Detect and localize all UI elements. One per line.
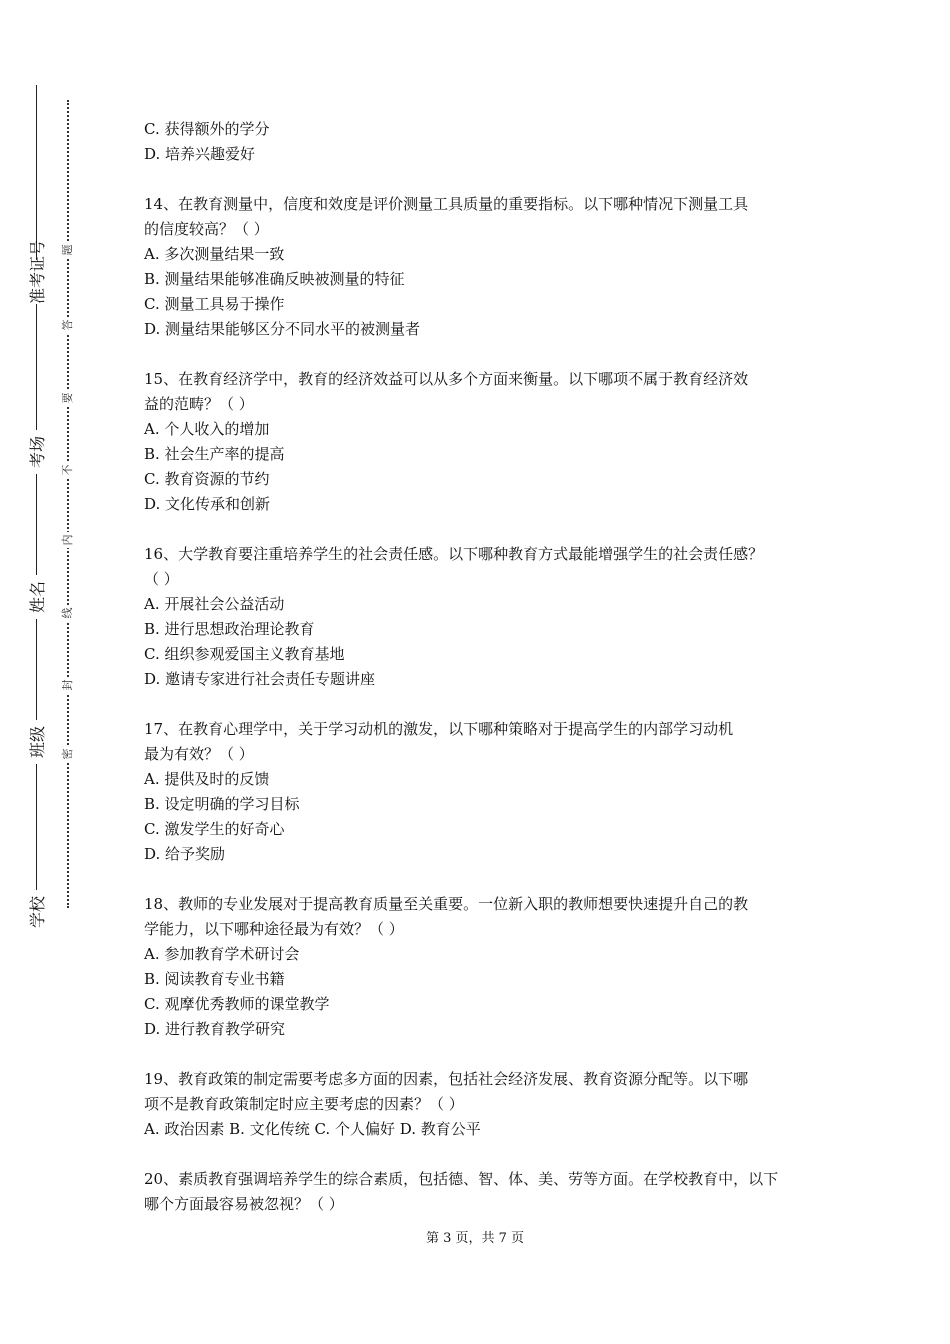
field-label-school: 学校 xyxy=(18,890,58,934)
field-label-class: 班级 xyxy=(18,720,58,764)
question-15 xyxy=(144,367,824,517)
question-stem: 19、教育政策的制定需要考虑多方面的因素，包括社会经济发展、教育资源分配等。以下哪 xyxy=(144,1070,749,1088)
question-stem: 14、在教育测量中，信度和效度是评价测量工具质量的重要指标。以下哪种情况下测量工具 xyxy=(144,195,749,213)
option-line: D. 进行教育教学研究 xyxy=(144,1020,286,1038)
option-line: A. 个人收入的增加 xyxy=(144,420,270,438)
option-line: B. 进行思想政治理论教育 xyxy=(144,620,315,638)
option-line: A. 提供及时的反馈 xyxy=(144,770,270,788)
question-stem: 学能力，以下哪种途径最为有效？（ ） xyxy=(144,920,404,938)
question-stem: 15、在教育经济学中，教育的经济效益可以从多个方面来衡量。以下哪项不属于教育经济效 xyxy=(144,370,749,388)
binding-margin xyxy=(0,0,110,1344)
option-line: A. 政治因素 B. 文化传统 C. 个人偏好 D. 教育公平 xyxy=(144,1120,481,1138)
option-line: C. 激发学生的好奇心 xyxy=(144,820,285,838)
option-line: C. 获得额外的学分 xyxy=(144,120,270,138)
option-line: B. 测量结果能够准确反映被测量的特征 xyxy=(144,270,405,288)
option-line: A. 参加教育学术研讨会 xyxy=(144,945,300,963)
binding-solid-line xyxy=(36,85,37,930)
question-19 xyxy=(144,1067,824,1142)
binding-dotted-line xyxy=(67,100,69,908)
question-stem: 益的范畴？（ ） xyxy=(144,395,254,413)
seal-char: 线 xyxy=(60,605,76,621)
field-label-exam-number: 准考证号 xyxy=(18,260,58,304)
question-20 xyxy=(144,1167,824,1217)
seal-char: 密 xyxy=(60,746,76,762)
option-line: A. 多次测量结果一致 xyxy=(144,245,285,263)
exam-content xyxy=(144,117,824,1217)
question-stem: 17、在教育心理学中，关于学习动机的激发，以下哪种策略对于提高学生的内部学习动机 xyxy=(144,720,734,738)
option-line: D. 给予奖励 xyxy=(144,845,226,863)
page-number: 第 3 页，共 7 页 xyxy=(425,1231,525,1246)
seal-char: 题 xyxy=(60,242,76,258)
option-line: D. 测量结果能够区分不同水平的被测量者 xyxy=(144,320,421,338)
question-stem: 18、教师的专业发展对于提高教育质量至关重要。一位新入职的教师想要快速提升自己的教 xyxy=(144,895,749,913)
question-stem: 20、素质教育强调培养学生的综合素质，包括德、智、体、美、劳等方面。在学校教育中，以下 xyxy=(144,1170,779,1188)
seal-char: 答 xyxy=(60,317,76,333)
option-line: B. 社会生产率的提高 xyxy=(144,445,285,463)
question-18 xyxy=(144,892,824,1042)
option-line: B. 设定明确的学习目标 xyxy=(144,795,300,813)
option-line: B. 阅读教育专业书籍 xyxy=(144,970,285,988)
option-line: D. 培养兴趣爱好 xyxy=(144,145,256,163)
question-stem: 16、大学教育要注重培养学生的社会责任感。以下哪种教育方式最能增强学生的社会责任感？ xyxy=(144,545,764,563)
question-17 xyxy=(144,717,824,867)
question-stem: 项不是教育政策制定时应主要考虑的因素？（ ） xyxy=(144,1095,464,1113)
option-line: C. 观摩优秀教师的课堂教学 xyxy=(144,995,330,1013)
seal-char: 不 xyxy=(60,462,76,478)
option-line: C. 教育资源的节约 xyxy=(144,470,270,488)
question-stem: 的信度较高？（ ） xyxy=(144,220,269,238)
option-line: C. 组织参观爱国主义教育基地 xyxy=(144,645,345,663)
question-16 xyxy=(144,542,824,692)
question-stem: （ ） xyxy=(144,570,179,588)
question-14 xyxy=(144,192,824,342)
seal-char: 要 xyxy=(60,390,76,406)
option-line: D. 邀请专家进行社会责任专题讲座 xyxy=(144,670,376,688)
field-label-name: 姓名 xyxy=(18,575,58,619)
seal-char: 封 xyxy=(60,677,76,693)
question-stem: 哪个方面最容易被忽视？（ ） xyxy=(144,1195,344,1213)
option-line: A. 开展社会公益活动 xyxy=(144,595,285,613)
option-line: D. 文化传承和创新 xyxy=(144,495,271,513)
seal-char: 内 xyxy=(60,532,76,548)
question-stem: 最为有效？（ ） xyxy=(144,745,254,763)
field-label-exam-room: 考场 xyxy=(18,430,58,474)
option-line: C. 测量工具易于操作 xyxy=(144,295,285,313)
